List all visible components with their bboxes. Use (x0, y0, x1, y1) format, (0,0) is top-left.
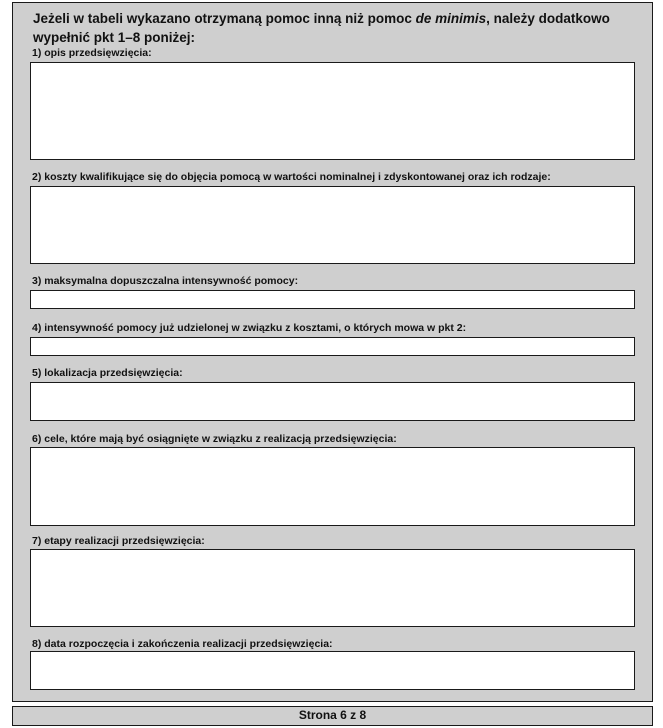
form-panel (12, 2, 653, 702)
field-label-2: 2) koszty kwalifikujące się do objęcia pomocą w wartości nominalnej i zdyskontowanej oraz ich rodzaje: (32, 171, 551, 183)
field-label-6: 6) cele, które mają być osiągnięte w związku z realizacją przedsięwzięcia: (32, 433, 397, 445)
heading-prefix: Jeżeli w tabeli wykazano otrzymaną pomoc inną niż pomoc (33, 11, 416, 26)
heading-emphasis: de minimis (415, 11, 487, 26)
field-label-1: 1) opis przedsięwzięcia: (32, 47, 152, 59)
field-input-3[interactable] (30, 290, 635, 309)
field-label-7: 7) etapy realizacji przedsięwzięcia: (32, 535, 205, 547)
field-input-6[interactable] (30, 447, 635, 526)
field-input-4[interactable] (30, 337, 635, 356)
heading-line-1 (33, 9, 633, 28)
page-number: Strona 6 z 8 (298, 708, 367, 722)
field-input-1[interactable] (30, 62, 635, 160)
field-input-7[interactable] (30, 549, 635, 627)
field-input-8[interactable] (30, 651, 635, 690)
field-input-2[interactable] (30, 186, 635, 264)
field-input-5[interactable] (30, 382, 635, 421)
section-heading (33, 9, 633, 47)
heading-line-2: wypełnić pkt 1–8 poniżej: (33, 30, 196, 45)
field-label-3: 3) maksymalna dopuszczalna intensywność pomocy: (32, 275, 299, 287)
field-label-8: 8) data rozpoczęcia i zakończenia realizacji przedsięwzięcia: (32, 638, 333, 650)
field-label-4: 4) intensywność pomocy już udzielonej w związku z kosztami, o których mowa w pkt 2: (32, 322, 467, 334)
field-label-5: 5) lokalizacja przedsięwzięcia: (32, 367, 183, 379)
heading-suffix: , należy dodatkowo (486, 11, 610, 26)
page-footer (12, 706, 653, 726)
